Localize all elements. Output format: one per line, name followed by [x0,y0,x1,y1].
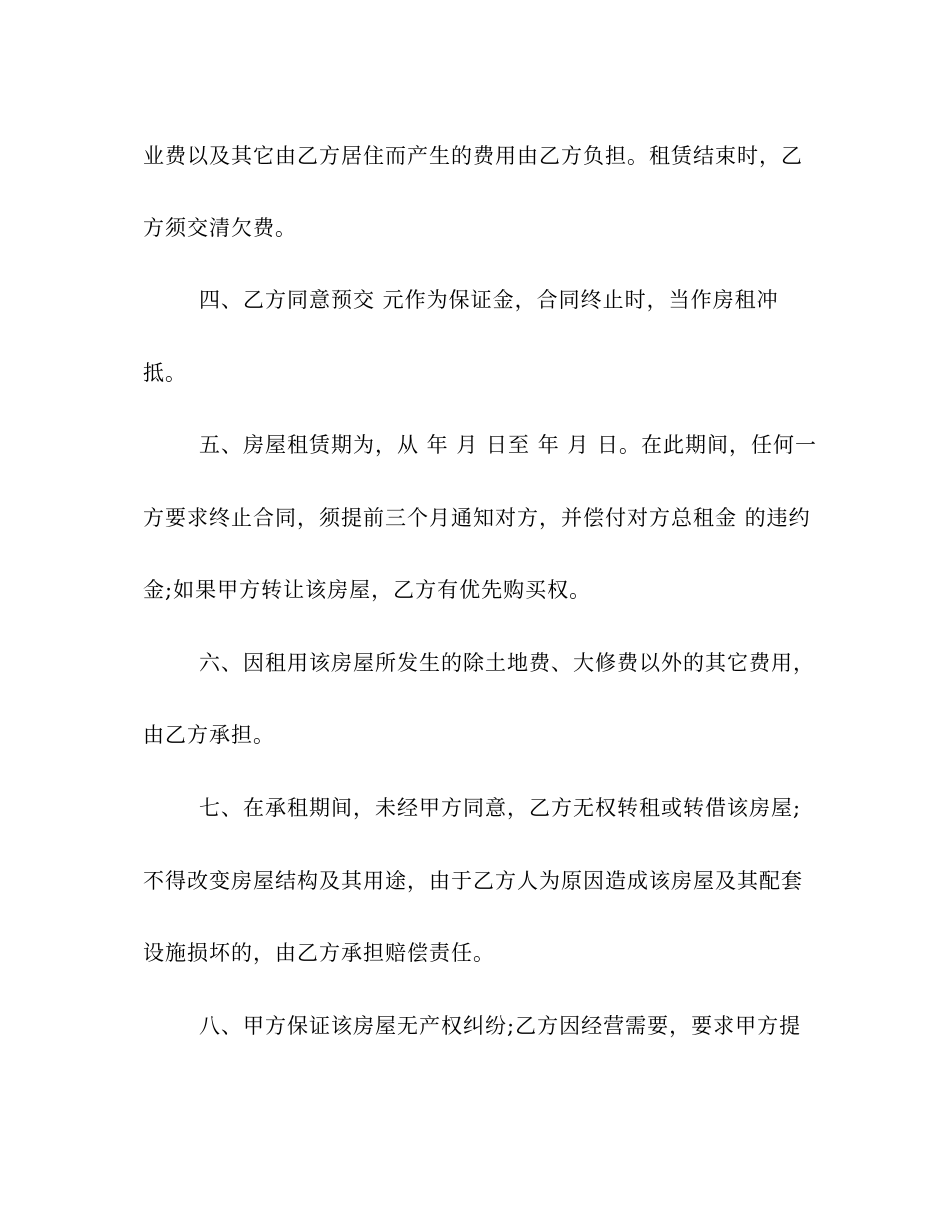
paragraph-line: 由乙方承担。 [143,723,275,747]
paragraph-line: 方要求终止合同，须提前三个月通知对方，并偿付对方总租金 的违约 [143,506,811,530]
clause-7-line: 七、在承租期间，未经甲方同意，乙方无权转租或转借该房屋; [199,796,802,820]
paragraph-line: 方须交清欠费。 [143,216,297,240]
clause-5-line: 五、房屋租赁期为，从 年 月 日至 年 月 日。在此期间，任何一 [199,433,818,457]
clause-8-line: 八、甲方保证该房屋无产权纠纷;乙方因经营需要，要求甲方提 [199,1014,802,1038]
clause-4-line: 四、乙方同意预交 元作为保证金，合同终止时，当作房租冲 [199,288,779,312]
paragraph-line: 抵。 [143,361,187,385]
paragraph-line: 设施损坏的，由乙方承担赔偿责任。 [143,941,495,965]
paragraph-line: 业费以及其它由乙方居住而产生的费用由乙方负担。租赁结束时，乙 [143,144,803,168]
clause-6-line: 六、因租用该房屋所发生的除土地费、大修费以外的其它费用， [199,651,815,675]
paragraph-line: 不得改变房屋结构及其用途，由于乙方人为原因造成该房屋及其配套 [143,869,803,893]
paragraph-line: 金;如果甲方转让该房屋，乙方有优先购买权。 [143,578,592,602]
